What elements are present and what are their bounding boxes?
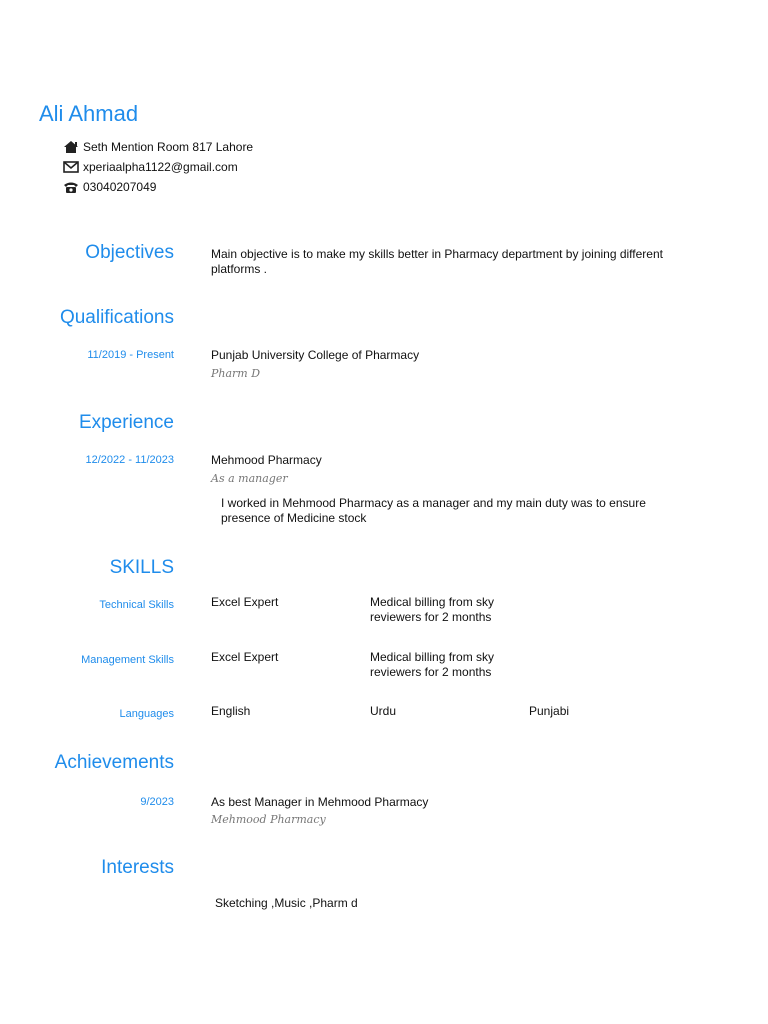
contact-email — [63, 158, 238, 176]
contact-phone — [63, 178, 156, 196]
experience-company: Mehmood Pharmacy — [211, 453, 322, 467]
section-title-qualifications: Qualifications — [59, 307, 174, 328]
achievement-date: 9/2023 — [140, 796, 174, 808]
contact-email-text[interactable]: xperiaalpha1122@gmail.com — [83, 160, 238, 174]
experience-role: As a manager — [211, 472, 288, 485]
skill-label-technical: Technical Skills — [99, 599, 174, 611]
skill-management-value-1: Excel Expert — [211, 650, 279, 664]
qualification-institution: Punjab University College of Pharmacy — [211, 348, 420, 362]
skill-label-languages: Languages — [119, 708, 174, 720]
skill-technical-value-2: Medical billing from sky reviewers for 2 months — [370, 595, 495, 624]
resume-name: Ali Ahmad — [39, 101, 139, 126]
language-1: English — [211, 704, 251, 718]
envelope-icon — [63, 160, 79, 174]
qualification-date: 11/2019 - Present — [87, 349, 174, 361]
section-title-interests: Interests — [101, 857, 174, 878]
section-title-objectives: Objectives — [85, 242, 174, 263]
achievement-org: Mehmood Pharmacy — [211, 813, 326, 826]
section-title-experience: Experience — [78, 412, 174, 433]
section-title-skills: SKILLS — [109, 557, 174, 578]
contact-phone-text: 03040207049 — [83, 180, 157, 194]
qualification-degree: Pharm D — [211, 367, 261, 380]
language-3: Punjabi — [529, 704, 570, 718]
home-icon — [63, 140, 79, 154]
skill-label-management: Management Skills — [81, 654, 174, 666]
skill-management-value-2: Medical billing from sky reviewers for 2 months — [370, 650, 495, 679]
skill-technical-value-1: Excel Expert — [211, 595, 279, 609]
experience-date: 12/2022 - 11/2023 — [85, 454, 174, 466]
language-2: Urdu — [370, 704, 397, 718]
telephone-icon — [63, 180, 79, 194]
interests-text: Sketching ,Music ,Pharm d — [215, 896, 358, 910]
experience-description: I worked in Mehmood Pharmacy as a manager and my main duty was to ensure presence of Medicine stock — [221, 496, 646, 525]
section-title-achievements: Achievements — [54, 752, 174, 773]
objectives-text: Main objective is to make my skills better in Pharmacy department by joining different platforms . — [211, 247, 663, 276]
contact-address — [63, 138, 253, 156]
contact-address-text: Seth Mention Room 817 Lahore — [83, 140, 254, 154]
achievement-text: As best Manager in Mehmood Pharmacy — [211, 795, 429, 809]
